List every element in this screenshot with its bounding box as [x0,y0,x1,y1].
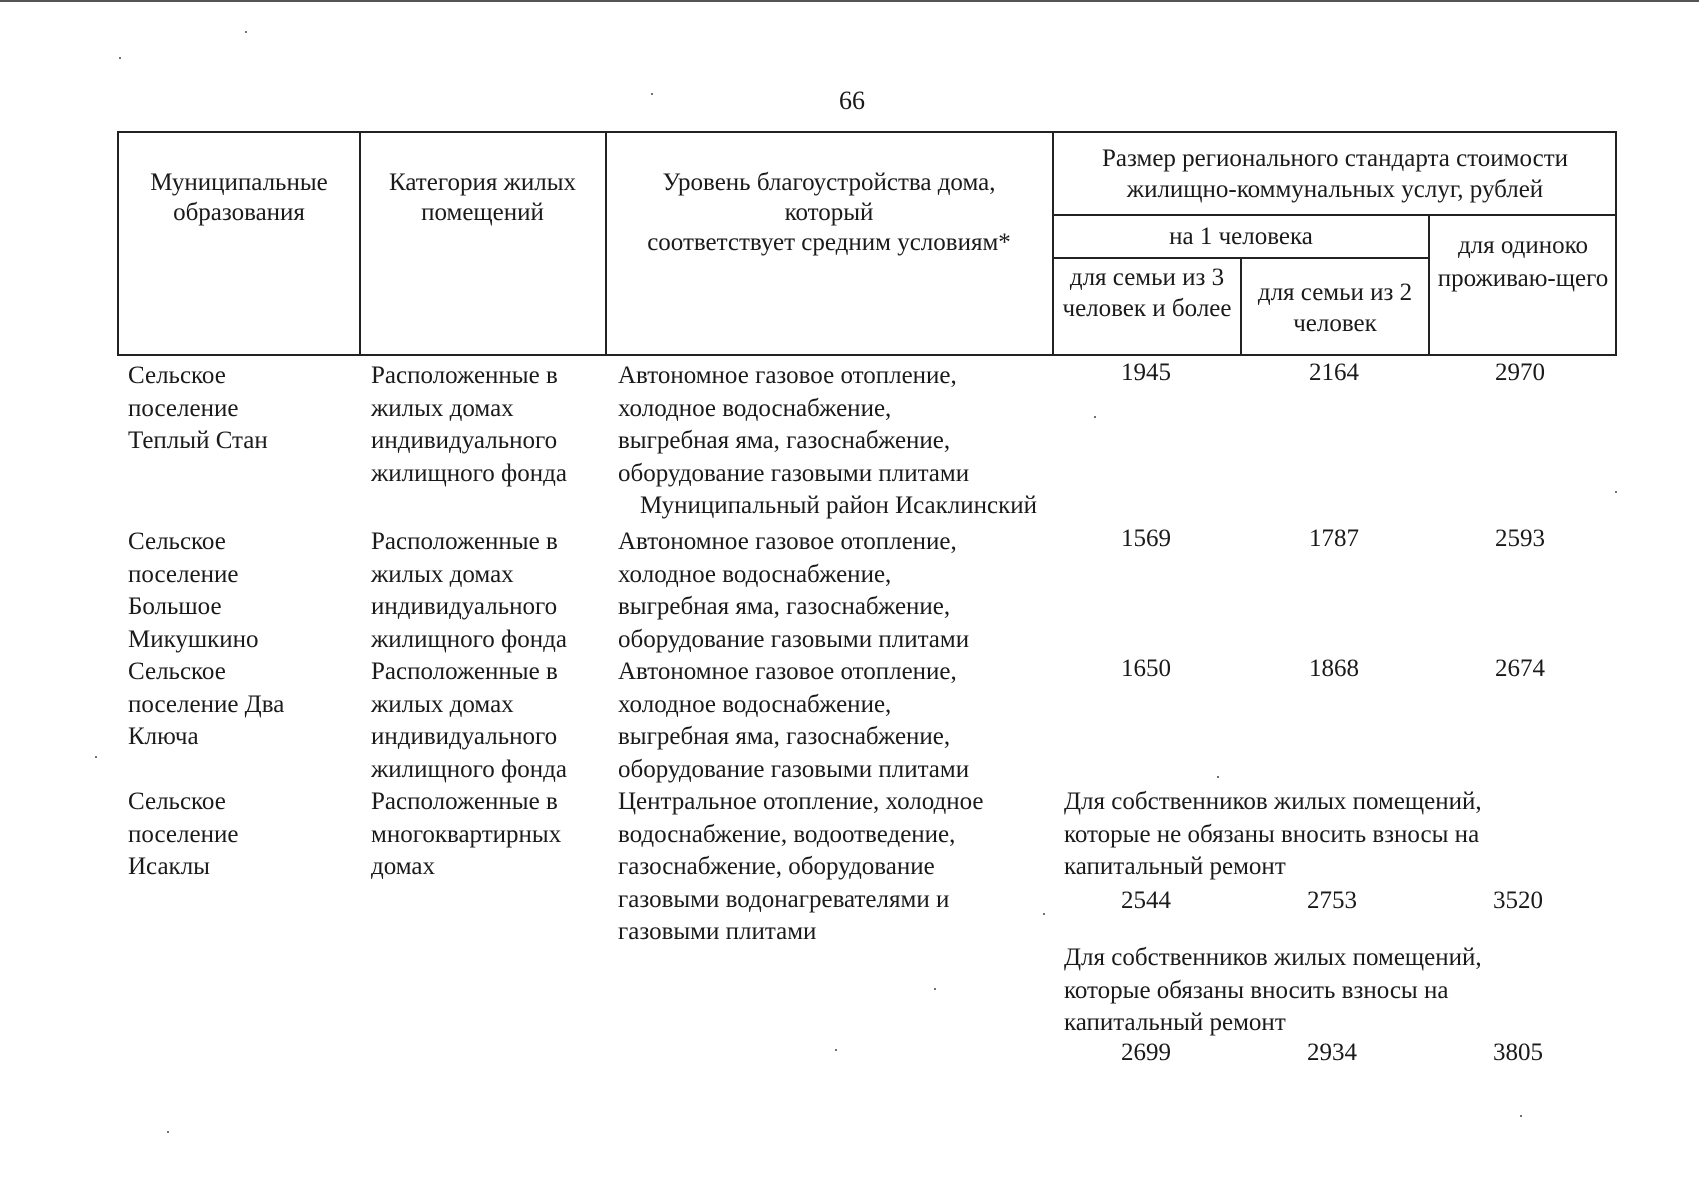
row-category: Расположенные в жилых домах индивидуального жилищного фонда [371,362,567,487]
scan-speck [245,31,247,33]
scan-speck [651,93,653,95]
value-family2: 2934 [1307,1039,1357,1066]
row-municipality: Сельское поселение Два Ключа [128,658,285,750]
row-level: Автономное газовое отопление, холодное водоснабжение, выгребная яма, газоснабжение, оборудование газовыми плитами [618,528,970,653]
value-family3: 1569 [1121,525,1171,552]
scan-speck [1217,776,1219,778]
value-single: 3520 [1493,887,1543,914]
value-single: 2970 [1495,359,1545,386]
value-single: 2593 [1495,525,1545,552]
header-family3: для семьи из 3 человек и более [1062,264,1232,322]
scan-speck [1043,913,1045,915]
header-divider [359,131,361,356]
row-category: Расположенные в жилых домах индивидуального жилищного фонда [371,658,567,783]
header-divider [1428,215,1430,356]
scan-speck [95,756,97,758]
district-title: Муниципальный район Исаклинский [640,492,1038,519]
value-family2: 1787 [1309,525,1359,552]
header-divider [1052,131,1054,356]
value-family2: 2753 [1307,887,1357,914]
header-municipal: Муниципальные образования [150,169,328,226]
value-single: 3805 [1493,1039,1543,1066]
header-level: Уровень благоустройства дома, который соответствует средним условиям* [647,169,1011,256]
owners-note-no-capital-repair: Для собственников жилых помещений, которые не обязаны вносить взносы на капитальный ремонт [1064,788,1482,880]
value-family2: 2164 [1309,359,1359,386]
row-category: Расположенные в многоквартирных домах [371,788,562,880]
header-divider [1052,257,1428,259]
scan-speck [167,1131,169,1133]
header-divider [1240,258,1242,356]
value-single: 2674 [1495,655,1545,682]
header-per-person: на 1 человека [1169,223,1313,250]
scan-speck [934,988,936,990]
page-top-border [0,0,1699,2]
header-family2: для семьи из 2 человек [1257,279,1413,337]
scan-speck [835,1049,837,1051]
value-family3: 1650 [1121,655,1171,682]
header-single: для одиноко проживаю-щего [1437,232,1609,292]
header-category: Категория жилых помещений [389,169,576,226]
row-level: Автономное газовое отопление, холодное водоснабжение, выгребная яма, газоснабжение, оборудование газовыми плитами [618,362,970,487]
row-category: Расположенные в жилых домах индивидуального жилищного фонда [371,528,567,653]
row-municipality: Сельское поселение Теплый Стан [128,362,268,454]
scan-speck [1094,416,1096,418]
value-family3: 2544 [1121,887,1171,914]
scan-speck [1520,1115,1522,1117]
header-standard: Размер регионального стандарта стоимости жилищно-коммунальных услуг, рублей [1101,145,1569,203]
header-divider [1052,214,1617,216]
row-level: Автономное газовое отопление, холодное водоснабжение, выгребная яма, газоснабжение, оборудование газовыми плитами [618,658,970,783]
header-divider [605,131,607,356]
value-family2: 1868 [1309,655,1359,682]
value-family3: 2699 [1121,1039,1171,1066]
scan-speck [119,57,121,59]
row-level: Центральное отопление, холодное водоснабжение, водоотведение, газоснабжение, оборудование газовыми водонагревателями и газовыми плитами [618,788,984,945]
scan-speck [1615,491,1617,493]
owners-note-capital-repair: Для собственников жилых помещений, которые обязаны вносить взносы на капитальный ремонт [1064,944,1482,1036]
row-municipality: Сельское поселение Большое Микушкино [128,528,259,653]
value-family3: 1945 [1121,359,1171,386]
page-number: 66 [839,86,865,115]
row-municipality: Сельское поселение Исаклы [128,788,239,880]
